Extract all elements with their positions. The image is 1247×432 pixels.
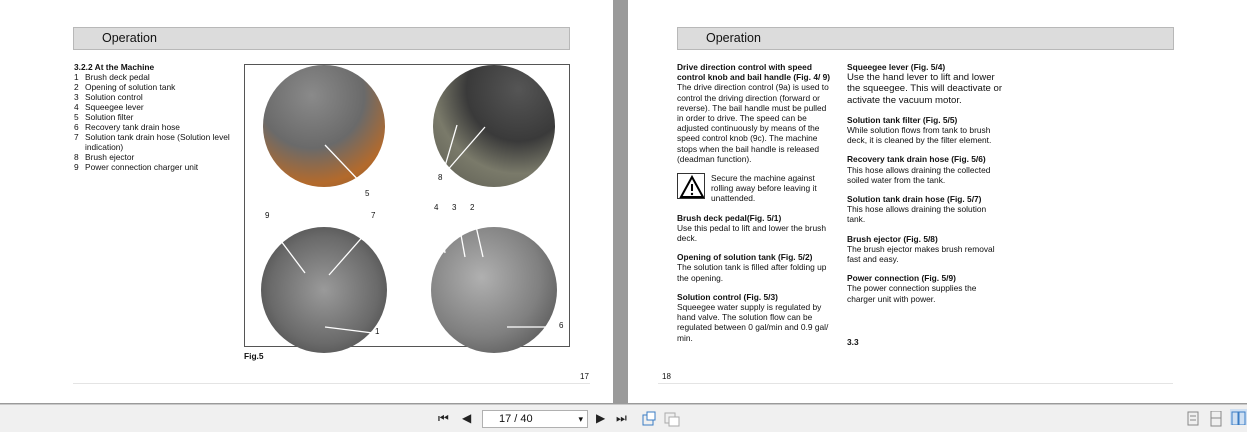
single-page-view-icon[interactable]: [1186, 411, 1200, 427]
continuous-view-icon[interactable]: [1209, 411, 1223, 427]
parts-list: [74, 62, 234, 172]
item-label: Brush deck pedal: [85, 72, 150, 82]
callout-1: 1: [375, 327, 380, 336]
section-body: Use this pedal to lift and lower the brush deck.: [677, 222, 826, 244]
callout-2: 2: [470, 203, 475, 212]
section-body: This hose allows draining the solution tank.: [847, 204, 987, 225]
callout-lines: [245, 65, 571, 348]
callout-8: 8: [438, 173, 443, 182]
callout-6: 6: [559, 321, 564, 330]
section-3-3: 3.3: [847, 337, 859, 347]
item-number: 4: [74, 102, 79, 112]
fit-width-icon[interactable]: [664, 411, 680, 427]
figure-caption: Fig.5: [244, 351, 264, 361]
section-body: The solution tank is filled after folding up the opening.: [677, 262, 827, 283]
item-number: 7: [74, 132, 79, 142]
text-section: [847, 115, 1005, 146]
viewer-toolbar: [0, 404, 1247, 432]
item-label: Recovery tank drain hose: [85, 122, 180, 132]
previous-page-button[interactable]: ◀: [462, 411, 472, 425]
section-title: 3.2.2 At the Machine: [74, 62, 155, 72]
callout-7: 7: [371, 211, 376, 220]
next-page-button[interactable]: ▶: [596, 411, 606, 425]
two-page-view-icon[interactable]: [1230, 409, 1247, 425]
item-number: 2: [74, 82, 79, 92]
callout-3: 3: [452, 203, 457, 212]
first-page-button[interactable]: ⏮: [438, 411, 449, 425]
text-section: [847, 154, 1005, 185]
section-body: The brush ejector makes brush removal fast and easy.: [847, 243, 995, 265]
text-section: [677, 173, 835, 204]
text-section: [677, 292, 835, 343]
page-number: 17: [580, 372, 589, 381]
page-selector[interactable]: [482, 410, 588, 428]
item-number: 9: [74, 162, 79, 172]
text-column-1: [677, 62, 835, 352]
item-number: 3: [74, 92, 79, 102]
parts-list-item: [74, 132, 234, 152]
warning-text: Secure the machine against rolling away before leaving it unattended.: [711, 173, 817, 204]
page-header: Operation: [677, 27, 1174, 50]
item-label: Solution control: [85, 92, 143, 102]
section-heading: Opening of solution tank (Fig. 5/2): [677, 252, 813, 263]
section-body: The power connection supplies the charger unit with power.: [847, 283, 977, 304]
page-indicator: 17 / 40: [499, 413, 533, 425]
parts-list-item: [74, 82, 234, 92]
item-label: Solution tank drain hose (Solution level indication): [85, 132, 230, 152]
item-label: Power connection charger unit: [85, 162, 199, 172]
section-heading: Brush ejector (Fig. 5/8): [847, 233, 938, 244]
item-number: 5: [74, 112, 79, 122]
section-heading: Recovery tank drain hose (Fig. 5/6): [847, 154, 986, 165]
parts-list-item: [74, 102, 234, 112]
footer-rule: [73, 383, 590, 384]
section-heading: Power connection (Fig. 5/9): [847, 273, 956, 284]
item-number: 6: [74, 122, 79, 132]
right-page: [628, 0, 1247, 403]
last-page-button[interactable]: ⏭: [616, 411, 627, 425]
text-section: [847, 194, 1005, 225]
section-heading: Solution tank drain hose (Fig. 5/7): [847, 194, 982, 205]
parts-list-item: [74, 152, 234, 162]
item-number: 8: [74, 152, 79, 162]
section-body: While solution flows from tank to brush deck, it is cleaned by the filter element.: [847, 125, 992, 146]
section-body: Use the hand lever to lift and lower the squeegee. This will deactivate or activate the vacuum motor.: [847, 72, 1003, 106]
section-heading: Squeegee lever (Fig. 5/4): [847, 62, 946, 72]
callout-9: 9: [265, 211, 270, 220]
item-number: 1: [74, 72, 79, 82]
parts-list-item: [74, 162, 234, 172]
section-body: Squeegee water supply is regulated by hand valve. The solution flow can be regulated between 0 gal/min and 0.9 gal/ min.: [677, 302, 829, 343]
page-header: Operation: [73, 27, 570, 50]
text-section: [677, 62, 835, 164]
footer-rule: [658, 383, 1173, 384]
text-section: [677, 213, 835, 244]
parts-list-item: [74, 72, 234, 82]
parts-list-item: [74, 92, 234, 102]
left-page: [0, 0, 613, 403]
text-section: [847, 234, 1005, 265]
section-heading: Solution tank filter (Fig. 5/5): [847, 114, 958, 125]
section-body: This hose allows draining the collected soiled water from the tank.: [847, 164, 991, 185]
callout-5: 5: [365, 189, 370, 198]
text-section: [847, 273, 1005, 304]
warning-icon: [677, 173, 705, 199]
item-label: Squeegee lever: [85, 102, 144, 112]
text-section: [677, 252, 835, 283]
parts-list-item: [74, 122, 234, 132]
chevron-down-icon: ▾: [578, 414, 583, 424]
fit-page-icon[interactable]: [641, 411, 657, 427]
section-heading: Brush deck pedal(Fig. 5/1): [677, 212, 782, 223]
parts-list-item: [74, 112, 234, 122]
text-section: [847, 62, 1005, 106]
figure-5: [244, 64, 570, 347]
section-heading: Solution control (Fig. 5/3): [677, 291, 778, 302]
item-label: Solution filter: [85, 112, 134, 122]
section-body: The drive direction control (9a) is used to control the driving direction (forward or reverse). The bail handle must be pulled in order to drive. The speed can be adjusted continuously by means of the speed control knob (9c). The machine stops when the bail handle is released (deadman function).: [677, 82, 829, 164]
callout-4: 4: [434, 203, 439, 212]
item-label: Brush ejector: [85, 152, 135, 162]
text-column-2: [847, 62, 1005, 313]
section-heading: Drive direction control with speed control knob and bail handle (Fig. 4/ 9): [677, 62, 831, 83]
page-number: 18: [662, 372, 671, 381]
item-label: Opening of solution tank: [85, 82, 176, 92]
